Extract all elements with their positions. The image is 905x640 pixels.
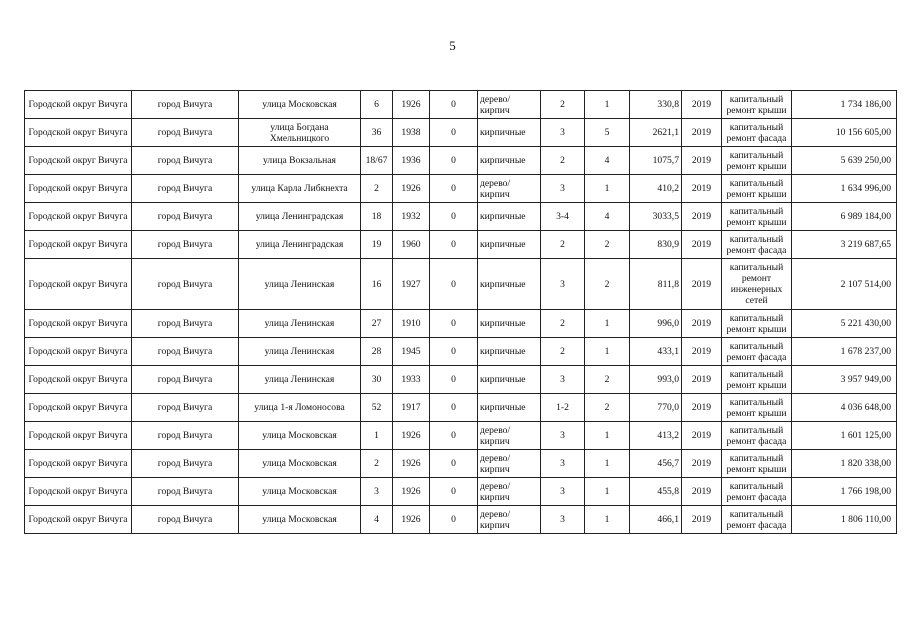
floors-cell: 2 [541, 231, 585, 259]
flag-cell: 0 [430, 338, 478, 366]
area-cell: 996,0 [630, 310, 682, 338]
plan-year-cell: 2019 [682, 231, 722, 259]
work-type-cell: капитальный ремонт фасада [722, 119, 792, 147]
entrances-cell: 2 [585, 259, 630, 310]
build-year-cell: 1926 [393, 175, 430, 203]
wall-material-cell: дерево/кирпич [478, 506, 541, 534]
work-type-cell: капитальный ремонт крыши [722, 203, 792, 231]
wall-material-cell: кирпичные [478, 366, 541, 394]
table-row [25, 259, 897, 310]
entrances-cell: 5 [585, 119, 630, 147]
floors-cell: 3 [541, 119, 585, 147]
street-cell: улица Ленинская [239, 310, 361, 338]
flag-cell: 0 [430, 175, 478, 203]
cost-cell: 4 036 648,00 [792, 394, 897, 422]
street-cell: улица Карла Либкнехта [239, 175, 361, 203]
street-cell: улица Ленинградская [239, 203, 361, 231]
area-cell: 811,8 [630, 259, 682, 310]
house-number-cell: 30 [361, 366, 393, 394]
table-row [25, 422, 897, 450]
house-number-cell: 18 [361, 203, 393, 231]
build-year-cell: 1938 [393, 119, 430, 147]
city-cell: город Вичуга [132, 175, 239, 203]
street-cell: улица 1-я Ломоносова [239, 394, 361, 422]
area-cell: 456,7 [630, 450, 682, 478]
city-cell: город Вичуга [132, 394, 239, 422]
cost-cell: 2 107 514,00 [792, 259, 897, 310]
street-cell: улица Московская [239, 450, 361, 478]
wall-material-cell: дерево/кирпич [478, 175, 541, 203]
city-cell: город Вичуга [132, 450, 239, 478]
floors-cell: 3 [541, 366, 585, 394]
municipality-cell: Городской округ Вичуга [25, 119, 132, 147]
street-cell: улица Ленинская [239, 366, 361, 394]
work-type-cell: капитальный ремонт крыши [722, 175, 792, 203]
floors-cell: 3 [541, 478, 585, 506]
wall-material-cell: кирпичные [478, 310, 541, 338]
table-row [25, 231, 897, 259]
area-cell: 1075,7 [630, 147, 682, 175]
work-type-cell: капитальный ремонт крыши [722, 91, 792, 119]
build-year-cell: 1917 [393, 394, 430, 422]
work-type-cell: капитальный ремонт фасада [722, 478, 792, 506]
area-cell: 413,2 [630, 422, 682, 450]
city-cell: город Вичуга [132, 338, 239, 366]
floors-cell: 3 [541, 506, 585, 534]
cost-cell: 5 221 430,00 [792, 310, 897, 338]
street-cell: улица Московская [239, 506, 361, 534]
municipality-cell: Городской округ Вичуга [25, 259, 132, 310]
house-number-cell: 3 [361, 478, 393, 506]
cost-cell: 1 820 338,00 [792, 450, 897, 478]
city-cell: город Вичуга [132, 203, 239, 231]
plan-year-cell: 2019 [682, 147, 722, 175]
city-cell: город Вичуга [132, 91, 239, 119]
wall-material-cell: кирпичные [478, 259, 541, 310]
municipality-cell: Городской округ Вичуга [25, 310, 132, 338]
city-cell: город Вичуга [132, 506, 239, 534]
house-number-cell: 19 [361, 231, 393, 259]
work-type-cell: капитальный ремонт фасада [722, 422, 792, 450]
build-year-cell: 1945 [393, 338, 430, 366]
floors-cell: 3-4 [541, 203, 585, 231]
house-number-cell: 1 [361, 422, 393, 450]
flag-cell: 0 [430, 450, 478, 478]
flag-cell: 0 [430, 506, 478, 534]
municipality-cell: Городской округ Вичуга [25, 338, 132, 366]
house-number-cell: 16 [361, 259, 393, 310]
table-body [25, 91, 897, 534]
flag-cell: 0 [430, 366, 478, 394]
entrances-cell: 4 [585, 203, 630, 231]
municipality-cell: Городской округ Вичуга [25, 203, 132, 231]
wall-material-cell: дерево/кирпич [478, 422, 541, 450]
cost-cell: 6 989 184,00 [792, 203, 897, 231]
cost-cell: 3 219 687,65 [792, 231, 897, 259]
work-type-cell: капитальный ремонт инженерных сетей [722, 259, 792, 310]
plan-year-cell: 2019 [682, 175, 722, 203]
table-row [25, 338, 897, 366]
table-row [25, 175, 897, 203]
flag-cell: 0 [430, 259, 478, 310]
house-number-cell: 4 [361, 506, 393, 534]
floors-cell: 2 [541, 147, 585, 175]
work-type-cell: капитальный ремонт крыши [722, 394, 792, 422]
street-cell: улица Ленинская [239, 338, 361, 366]
work-type-cell: капитальный ремонт крыши [722, 366, 792, 394]
area-cell: 830,9 [630, 231, 682, 259]
table-row [25, 506, 897, 534]
cost-cell: 1 601 125,00 [792, 422, 897, 450]
plan-year-cell: 2019 [682, 91, 722, 119]
table-row [25, 147, 897, 175]
floors-cell: 3 [541, 422, 585, 450]
table-row [25, 310, 897, 338]
cost-cell: 5 639 250,00 [792, 147, 897, 175]
work-type-cell: капитальный ремонт фасада [722, 338, 792, 366]
work-type-cell: капитальный ремонт крыши [722, 310, 792, 338]
plan-year-cell: 2019 [682, 506, 722, 534]
build-year-cell: 1926 [393, 91, 430, 119]
entrances-cell: 1 [585, 175, 630, 203]
municipality-cell: Городской округ Вичуга [25, 366, 132, 394]
wall-material-cell: кирпичные [478, 119, 541, 147]
entrances-cell: 1 [585, 478, 630, 506]
area-cell: 433,1 [630, 338, 682, 366]
entrances-cell: 1 [585, 450, 630, 478]
entrances-cell: 1 [585, 91, 630, 119]
area-cell: 455,8 [630, 478, 682, 506]
municipality-cell: Городской округ Вичуга [25, 91, 132, 119]
table-row [25, 478, 897, 506]
municipality-cell: Городской округ Вичуга [25, 231, 132, 259]
floors-cell: 2 [541, 91, 585, 119]
table-row [25, 394, 897, 422]
entrances-cell: 2 [585, 394, 630, 422]
wall-material-cell: дерево/кирпич [478, 450, 541, 478]
entrances-cell: 1 [585, 422, 630, 450]
street-cell: улица Московская [239, 422, 361, 450]
wall-material-cell: кирпичные [478, 231, 541, 259]
cost-cell: 10 156 605,00 [792, 119, 897, 147]
cost-cell: 3 957 949,00 [792, 366, 897, 394]
street-cell: улица Вокзальная [239, 147, 361, 175]
table-row [25, 119, 897, 147]
city-cell: город Вичуга [132, 310, 239, 338]
entrances-cell: 4 [585, 147, 630, 175]
municipality-cell: Городской округ Вичуга [25, 478, 132, 506]
table-row [25, 366, 897, 394]
floors-cell: 1-2 [541, 394, 585, 422]
floors-cell: 2 [541, 310, 585, 338]
table-row [25, 203, 897, 231]
build-year-cell: 1936 [393, 147, 430, 175]
municipality-cell: Городской округ Вичуга [25, 394, 132, 422]
entrances-cell: 1 [585, 338, 630, 366]
work-type-cell: капитальный ремонт фасада [722, 231, 792, 259]
flag-cell: 0 [430, 91, 478, 119]
street-cell: улица Ленинская [239, 259, 361, 310]
build-year-cell: 1926 [393, 422, 430, 450]
house-number-cell: 2 [361, 175, 393, 203]
house-number-cell: 6 [361, 91, 393, 119]
table-row [25, 450, 897, 478]
repair-program-table [24, 90, 897, 534]
build-year-cell: 1926 [393, 478, 430, 506]
city-cell: город Вичуга [132, 366, 239, 394]
city-cell: город Вичуга [132, 422, 239, 450]
house-number-cell: 36 [361, 119, 393, 147]
plan-year-cell: 2019 [682, 394, 722, 422]
city-cell: город Вичуга [132, 147, 239, 175]
floors-cell: 2 [541, 338, 585, 366]
page-number: 5 [449, 38, 456, 53]
city-cell: город Вичуга [132, 259, 239, 310]
area-cell: 330,8 [630, 91, 682, 119]
wall-material-cell: дерево/кирпич [478, 478, 541, 506]
flag-cell: 0 [430, 203, 478, 231]
municipality-cell: Городской округ Вичуга [25, 450, 132, 478]
municipality-cell: Городской округ Вичуга [25, 175, 132, 203]
house-number-cell: 52 [361, 394, 393, 422]
entrances-cell: 1 [585, 310, 630, 338]
entrances-cell: 2 [585, 231, 630, 259]
wall-material-cell: дерево/кирпич [478, 91, 541, 119]
cost-cell: 1 634 996,00 [792, 175, 897, 203]
floors-cell: 3 [541, 259, 585, 310]
entrances-cell: 2 [585, 366, 630, 394]
cost-cell: 1 766 198,00 [792, 478, 897, 506]
table-row [25, 91, 897, 119]
area-cell: 770,0 [630, 394, 682, 422]
house-number-cell: 2 [361, 450, 393, 478]
plan-year-cell: 2019 [682, 338, 722, 366]
plan-year-cell: 2019 [682, 422, 722, 450]
flag-cell: 0 [430, 231, 478, 259]
cost-cell: 1 678 237,00 [792, 338, 897, 366]
municipality-cell: Городской округ Вичуга [25, 147, 132, 175]
floors-cell: 3 [541, 450, 585, 478]
plan-year-cell: 2019 [682, 203, 722, 231]
area-cell: 993,0 [630, 366, 682, 394]
street-cell: улица Ленинградская [239, 231, 361, 259]
plan-year-cell: 2019 [682, 450, 722, 478]
wall-material-cell: кирпичные [478, 338, 541, 366]
plan-year-cell: 2019 [682, 310, 722, 338]
entrances-cell: 1 [585, 506, 630, 534]
wall-material-cell: кирпичные [478, 394, 541, 422]
cost-cell: 1 734 186,00 [792, 91, 897, 119]
house-number-cell: 18/67 [361, 147, 393, 175]
cost-cell: 1 806 110,00 [792, 506, 897, 534]
flag-cell: 0 [430, 422, 478, 450]
build-year-cell: 1927 [393, 259, 430, 310]
street-cell: улица Московская [239, 91, 361, 119]
street-cell: улица Московская [239, 478, 361, 506]
floors-cell: 3 [541, 175, 585, 203]
city-cell: город Вичуга [132, 119, 239, 147]
build-year-cell: 1960 [393, 231, 430, 259]
flag-cell: 0 [430, 394, 478, 422]
city-cell: город Вичуга [132, 231, 239, 259]
plan-year-cell: 2019 [682, 259, 722, 310]
flag-cell: 0 [430, 310, 478, 338]
plan-year-cell: 2019 [682, 478, 722, 506]
work-type-cell: капитальный ремонт фасада [722, 506, 792, 534]
work-type-cell: капитальный ремонт крыши [722, 147, 792, 175]
street-cell: улица Богдана Хмельницкого [239, 119, 361, 147]
build-year-cell: 1910 [393, 310, 430, 338]
house-number-cell: 28 [361, 338, 393, 366]
plan-year-cell: 2019 [682, 366, 722, 394]
work-type-cell: капитальный ремонт крыши [722, 450, 792, 478]
house-number-cell: 27 [361, 310, 393, 338]
area-cell: 466,1 [630, 506, 682, 534]
area-cell: 410,2 [630, 175, 682, 203]
build-year-cell: 1926 [393, 450, 430, 478]
wall-material-cell: кирпичные [478, 147, 541, 175]
area-cell: 3033,5 [630, 203, 682, 231]
flag-cell: 0 [430, 147, 478, 175]
municipality-cell: Городской округ Вичуга [25, 422, 132, 450]
flag-cell: 0 [430, 478, 478, 506]
wall-material-cell: кирпичные [478, 203, 541, 231]
area-cell: 2621,1 [630, 119, 682, 147]
build-year-cell: 1926 [393, 506, 430, 534]
municipality-cell: Городской округ Вичуга [25, 506, 132, 534]
flag-cell: 0 [430, 119, 478, 147]
build-year-cell: 1933 [393, 366, 430, 394]
plan-year-cell: 2019 [682, 119, 722, 147]
city-cell: город Вичуга [132, 478, 239, 506]
build-year-cell: 1932 [393, 203, 430, 231]
